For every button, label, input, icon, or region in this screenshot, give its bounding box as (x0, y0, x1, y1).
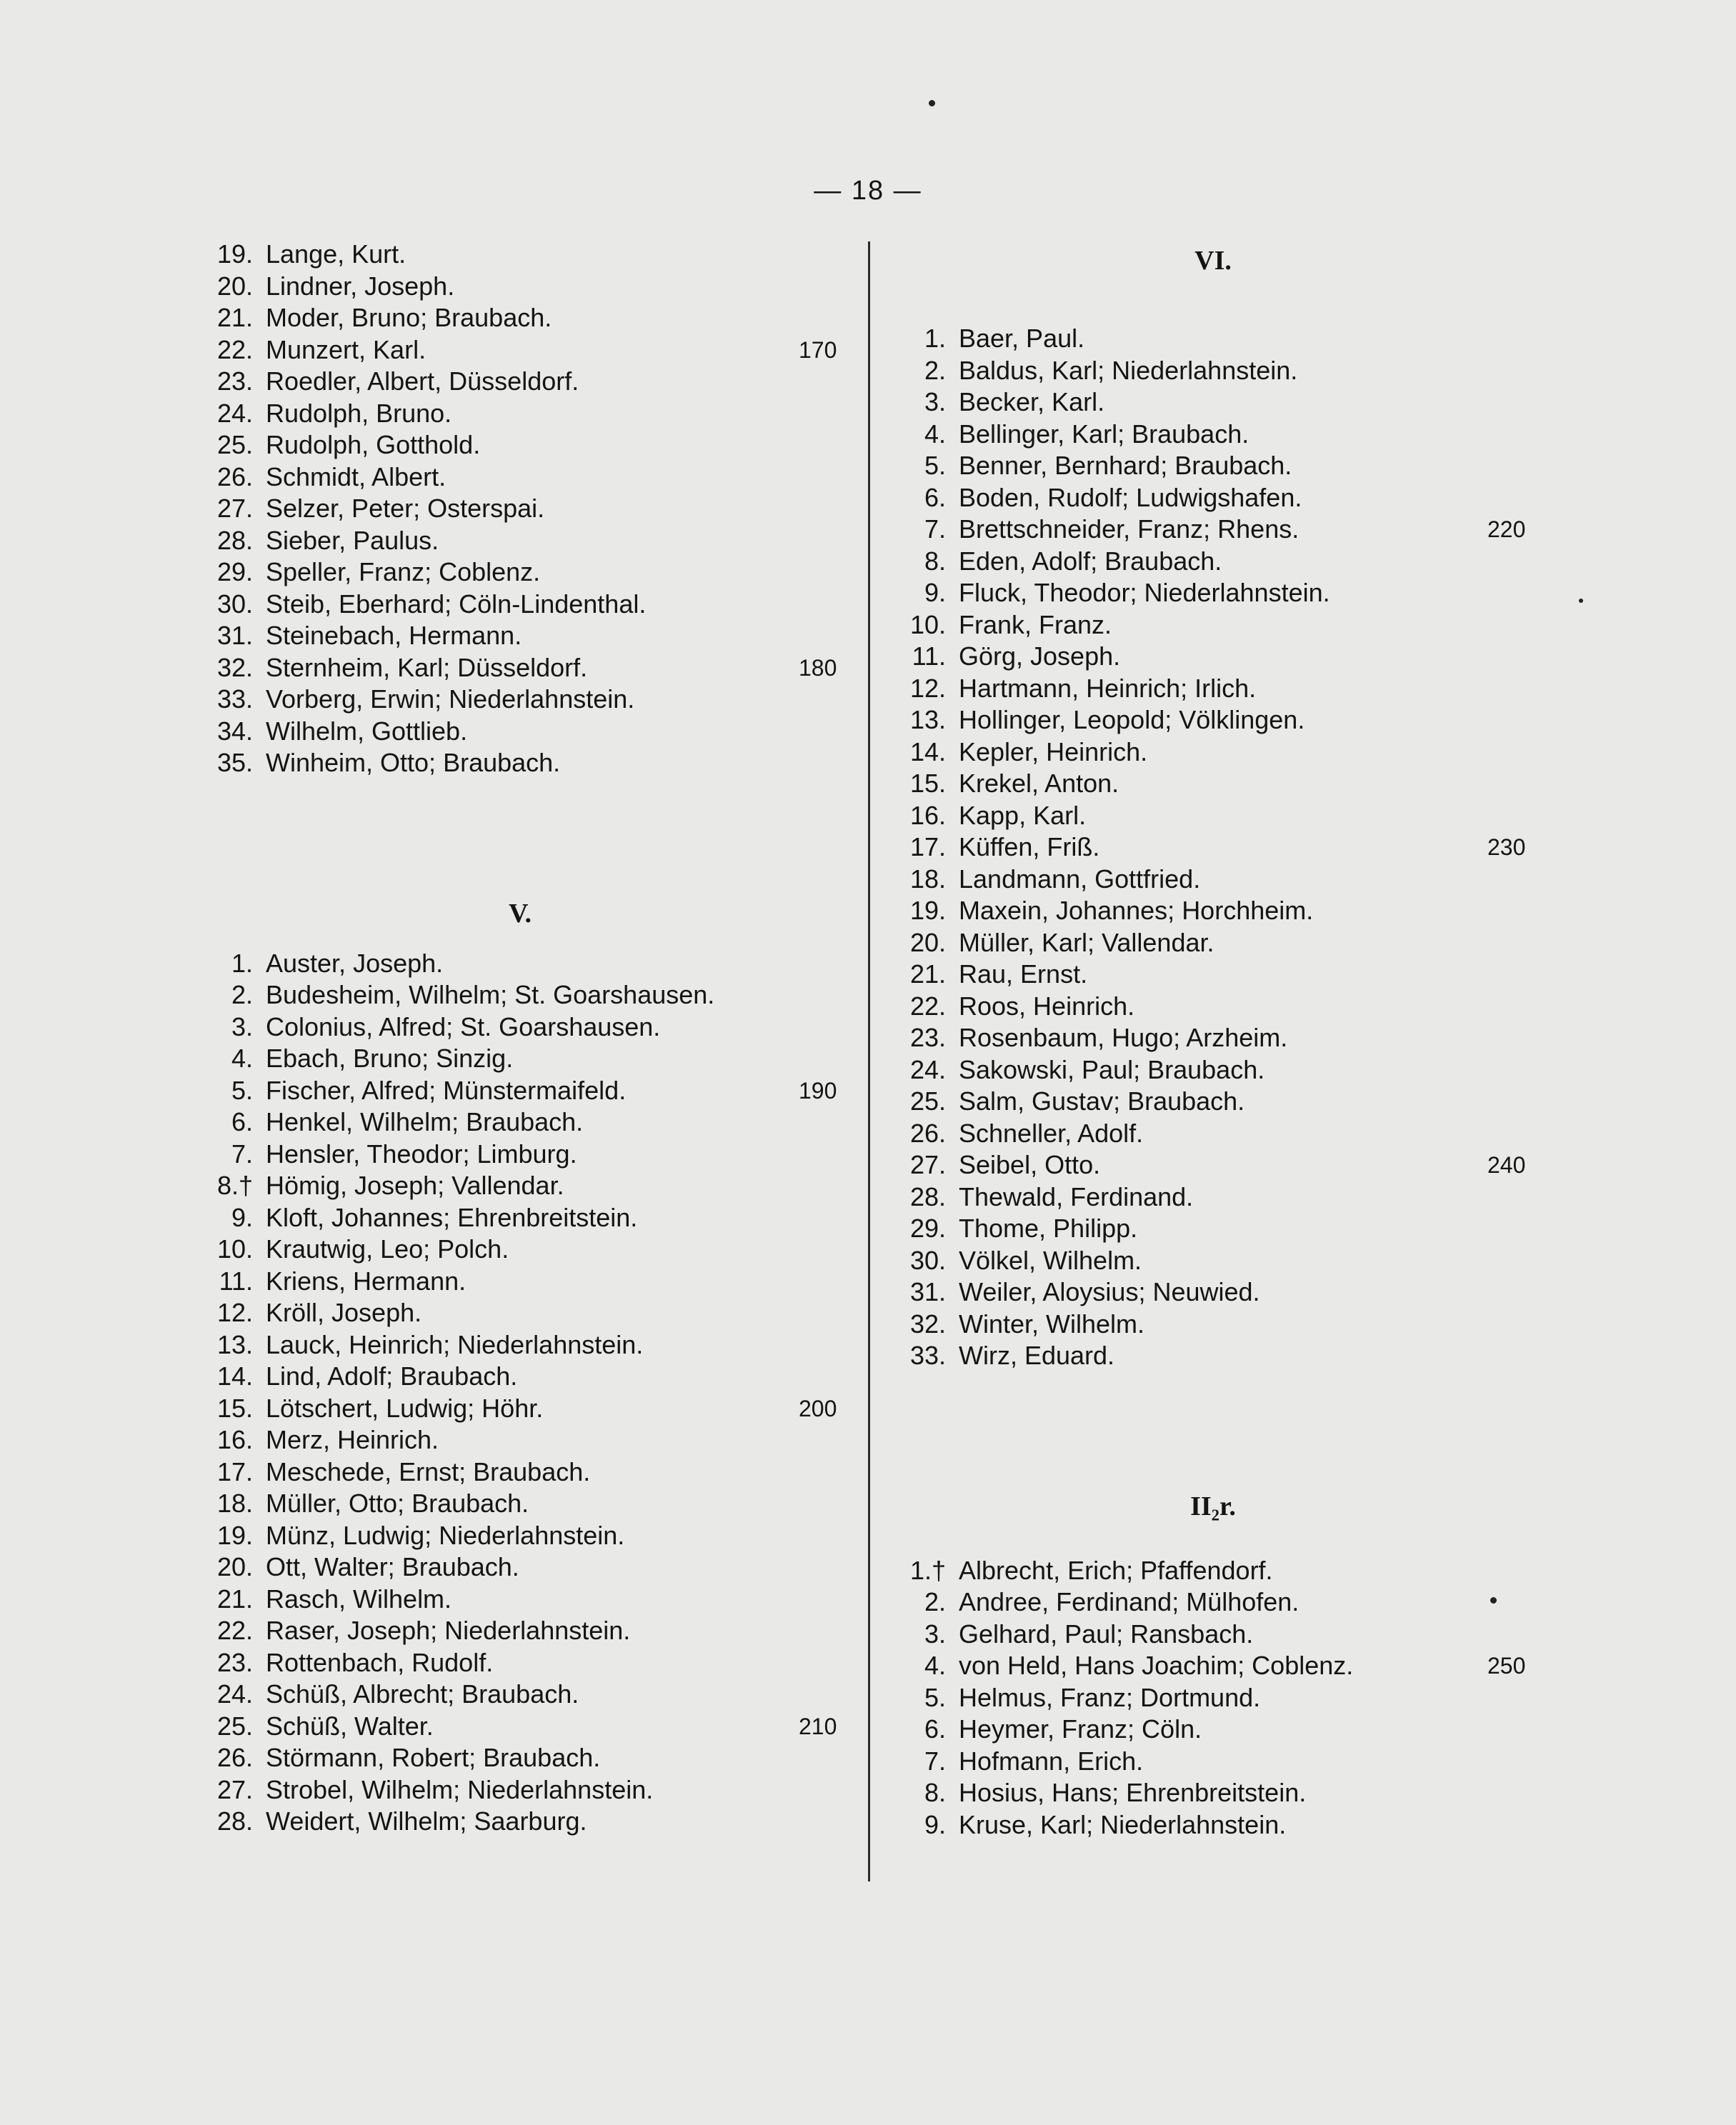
list-entry (899, 1309, 1542, 1341)
entry-number: 21. (909, 959, 946, 989)
list-entry (899, 768, 1542, 800)
list-entry (206, 1106, 849, 1139)
list-entry (206, 1647, 849, 1679)
list-entry (899, 736, 1542, 769)
entry-number: 1.† (909, 1555, 946, 1585)
section-vi-list (899, 323, 1542, 1372)
list-entry (206, 1551, 849, 1584)
list-entry (206, 979, 849, 1011)
list-entry (206, 1202, 849, 1234)
entry-number: 9. (924, 1809, 946, 1839)
list-entry (206, 652, 849, 684)
list-entry (206, 302, 849, 334)
list-entry (899, 831, 1542, 864)
entry-name: Kriens, Hermann. (266, 1266, 467, 1296)
section-v-list (206, 948, 849, 1838)
entry-name: Heymer, Franz; Cöln. (959, 1714, 1202, 1744)
entry-number: 22. (909, 991, 946, 1021)
list-entry (206, 366, 849, 398)
entry-number: 1. (231, 948, 253, 978)
entry-number: 21. (216, 303, 253, 332)
list-entry (206, 1393, 849, 1425)
entry-number: 34. (216, 716, 253, 746)
entry-name: Benner, Bernhard; Braubach. (959, 451, 1292, 480)
section-gap (899, 1372, 1542, 1472)
entry-name: Strobel, Wilhelm; Niederlahnstein. (266, 1774, 654, 1804)
entry-name: Kepler, Heinrich. (959, 736, 1148, 766)
entry-number: 8. (924, 546, 946, 576)
list-entry (899, 1809, 1542, 1841)
entry-name: Küffen, Friß. (959, 832, 1100, 861)
entry-number: 14. (216, 1361, 253, 1391)
print-speck (1579, 599, 1583, 603)
entry-number: 31. (909, 1277, 946, 1306)
entry-name: Rau, Ernst. (959, 959, 1088, 989)
entry-name: Roedler, Albert, Düsseldorf. (266, 366, 579, 396)
entry-name: Sternheim, Karl; Düsseldorf. (266, 652, 588, 682)
entry-name: Hensler, Theodor; Limburg. (266, 1139, 577, 1169)
running-count: 210 (799, 1713, 837, 1739)
entry-number: 22. (216, 1616, 253, 1645)
entry-number: 18. (216, 1489, 253, 1518)
entry-name: Krautwig, Leo; Polch. (266, 1234, 509, 1264)
entry-name: Budesheim, Wilhelm; St. Goarshausen. (266, 980, 715, 1009)
entry-name: Wirz, Eduard. (959, 1341, 1115, 1370)
entry-name: Schneller, Adolf. (959, 1118, 1144, 1148)
entry-name: Landmann, Gottfried. (959, 864, 1201, 894)
entry-number: 19. (216, 1520, 253, 1550)
entry-number: 16. (216, 1425, 253, 1454)
list-entry (206, 271, 849, 303)
print-speck (929, 100, 935, 106)
entry-number: 25. (216, 430, 253, 459)
entry-name: Weidert, Wilhelm; Saarburg. (266, 1806, 587, 1836)
section-gap (206, 779, 849, 879)
entry-name: Weiler, Aloysius; Neuwied. (959, 1277, 1260, 1306)
list-entry (899, 323, 1542, 355)
entry-name: Müller, Karl; Vallendar. (959, 927, 1214, 957)
section-gap (899, 1541, 1542, 1555)
entry-number: 24. (909, 1054, 946, 1084)
entry-name: Lange, Kurt. (266, 239, 406, 269)
list-entry (206, 239, 849, 271)
entry-name: Hömig, Joseph; Vallendar. (266, 1171, 564, 1200)
entry-name: Münz, Ludwig; Niederlahnstein. (266, 1520, 625, 1550)
list-entry (899, 800, 1542, 832)
entry-name: Steib, Eberhard; Cöln-Lindenthal. (266, 589, 647, 619)
entry-number: 32. (909, 1309, 946, 1339)
entry-number: 5. (924, 451, 946, 480)
list-entry (899, 1746, 1542, 1778)
entry-name: Kruse, Karl; Niederlahnstein. (959, 1809, 1287, 1839)
entry-name: Rudolph, Gotthold. (266, 430, 481, 459)
entry-number: 10. (909, 609, 946, 639)
running-count: 230 (1487, 834, 1526, 860)
list-entry (206, 334, 849, 366)
list-entry (899, 546, 1542, 578)
section-iir-list (899, 1555, 1542, 1841)
list-entry (899, 609, 1542, 641)
section-heading-vi: VI. (1194, 246, 1232, 276)
entry-name: Görg, Joseph. (959, 641, 1121, 671)
entry-number: 19. (909, 896, 946, 925)
entry-number: 4. (924, 1651, 946, 1680)
list-entry (899, 1650, 1542, 1682)
list-entry (899, 514, 1542, 546)
list-entry (206, 1297, 849, 1329)
entry-name: Müller, Otto; Braubach. (266, 1489, 529, 1518)
entry-number: 35. (216, 748, 253, 777)
entry-number: 23. (909, 1023, 946, 1052)
list-entry (899, 1619, 1542, 1651)
entry-name: Raser, Joseph; Niederlahnstein. (266, 1616, 631, 1645)
entry-name: Lind, Adolf; Braubach. (266, 1361, 518, 1391)
entry-name: Hollinger, Leopold; Völklingen. (959, 705, 1305, 734)
entry-number: 20. (216, 271, 253, 301)
entry-name: Seibel, Otto. (959, 1150, 1101, 1179)
entry-number: 3. (231, 1011, 253, 1041)
list-entry (206, 620, 849, 652)
entry-number: 26. (216, 1743, 253, 1772)
entry-number: 2. (924, 1587, 946, 1616)
list-entry (206, 461, 849, 494)
entry-name: Merz, Heinrich. (266, 1425, 439, 1454)
list-entry (899, 482, 1542, 514)
running-count: 250 (1487, 1653, 1526, 1679)
list-entry (206, 1170, 849, 1202)
entry-number: 25. (216, 1711, 253, 1741)
entry-name: Salm, Gustav; Braubach. (959, 1086, 1245, 1116)
entry-number: 32. (216, 652, 253, 682)
entry-name: Winheim, Otto; Braubach. (266, 748, 561, 777)
running-count: 240 (1487, 1152, 1526, 1178)
entry-number: 15. (216, 1393, 253, 1423)
continued-list (206, 239, 849, 779)
entry-name: Ebach, Bruno; Sinzig. (266, 1044, 514, 1073)
list-entry (899, 1149, 1542, 1181)
entry-name: Baldus, Karl; Niederlahnstein. (959, 355, 1298, 385)
entry-name: Eden, Adolf; Braubach. (959, 546, 1222, 576)
entry-number: 11. (219, 1266, 253, 1296)
list-entry (206, 1266, 849, 1298)
list-entry (899, 927, 1542, 959)
entry-number: 3. (924, 1619, 946, 1649)
list-entry (899, 386, 1542, 419)
list-entry (899, 1777, 1542, 1809)
entry-number: 15. (909, 769, 946, 798)
entry-name: Sieber, Paulus. (266, 525, 439, 555)
entry-number: 23. (216, 1647, 253, 1677)
entry-name: Rottenbach, Rudolf. (266, 1647, 494, 1677)
list-entry (206, 1774, 849, 1806)
entry-name: Selzer, Peter; Osterspai. (266, 494, 545, 523)
entry-number: 27. (216, 494, 253, 523)
entry-name: Albrecht, Erich; Pfaffendorf. (959, 1555, 1273, 1585)
list-entry (899, 1022, 1542, 1054)
right-column (899, 239, 1542, 1841)
entry-name: Colonius, Alfred; St. Goarshausen. (266, 1011, 661, 1041)
list-entry (899, 1086, 1542, 1118)
entry-number: 12. (909, 673, 946, 703)
list-entry (899, 1555, 1542, 1587)
entry-name: von Held, Hans Joachim; Coblenz. (959, 1651, 1354, 1680)
list-entry (206, 1520, 849, 1552)
entry-number: 12. (216, 1298, 253, 1327)
entry-name: Thome, Philipp. (959, 1214, 1138, 1243)
entry-name: Rasch, Wilhelm. (266, 1584, 452, 1614)
entry-name: Auster, Joseph. (266, 948, 444, 978)
column-divider (868, 241, 870, 1881)
entry-name: Kröll, Joseph. (266, 1298, 422, 1327)
entry-name: Rudolph, Bruno. (266, 398, 452, 428)
entry-number: 7. (231, 1139, 253, 1169)
entry-number: 25. (909, 1086, 946, 1116)
list-entry (899, 1276, 1542, 1309)
entry-number: 7. (924, 1746, 946, 1776)
list-entry (899, 991, 1542, 1023)
list-entry (899, 419, 1542, 451)
left-column (206, 239, 849, 1838)
entry-name: Munzert, Karl. (266, 334, 426, 364)
list-entry (206, 1139, 849, 1171)
entry-name: Schüß, Albrecht; Braubach. (266, 1679, 579, 1709)
entry-name: Moder, Bruno; Braubach. (266, 303, 552, 332)
entry-number: 30. (216, 589, 253, 619)
list-entry (206, 1361, 849, 1393)
list-entry (206, 1711, 849, 1743)
entry-number: 5. (924, 1682, 946, 1712)
list-entry (206, 398, 849, 430)
list-entry (206, 1329, 849, 1361)
print-speck (1490, 1597, 1497, 1604)
section-gap (899, 283, 1542, 323)
list-entry (206, 589, 849, 621)
list-entry (206, 1234, 849, 1266)
entry-name: Brettschneider, Franz; Rhens. (959, 514, 1299, 544)
list-entry (206, 1806, 849, 1838)
entry-number: 19. (216, 239, 253, 269)
entry-number: 31. (216, 621, 253, 650)
entry-name: Ott, Walter; Braubach. (266, 1552, 519, 1581)
entry-number: 1. (924, 324, 946, 353)
section-heading-iir: II₂r. (1190, 1491, 1236, 1521)
entry-number: 13. (909, 705, 946, 734)
list-entry (899, 895, 1542, 927)
entry-name: Andree, Ferdinand; Mülhofen. (959, 1587, 1299, 1616)
list-entry (206, 1584, 849, 1616)
entry-number: 26. (216, 461, 253, 491)
entry-name: Vorberg, Erwin; Niederlahnstein. (266, 684, 635, 714)
entry-name: Hofmann, Erich. (959, 1746, 1144, 1776)
entry-name: Sakowski, Paul; Braubach. (959, 1054, 1265, 1084)
page-number: — 18 — (814, 176, 922, 206)
list-entry (899, 577, 1542, 609)
entry-name: Hosius, Hans; Ehrenbreitstein. (959, 1778, 1307, 1807)
entry-name: Störmann, Robert; Braubach. (266, 1743, 601, 1772)
entry-number: 27. (909, 1150, 946, 1179)
entry-number: 6. (924, 482, 946, 512)
entry-number: 17. (216, 1456, 253, 1486)
entry-number: 6. (924, 1714, 946, 1744)
running-count: 170 (799, 336, 837, 363)
entry-number: 20. (216, 1552, 253, 1581)
list-entry (899, 1213, 1542, 1245)
list-entry (899, 959, 1542, 991)
entry-number: 2. (231, 980, 253, 1009)
entry-name: Wilhelm, Gottlieb. (266, 716, 468, 746)
entry-name: Lauck, Heinrich; Niederlahnstein. (266, 1329, 644, 1359)
list-entry (899, 641, 1542, 673)
entry-name: Roos, Heinrich. (959, 991, 1135, 1021)
entry-number: 28. (216, 525, 253, 555)
entry-number: 4. (924, 419, 946, 449)
list-entry (899, 1340, 1542, 1372)
list-entry (206, 747, 849, 779)
entry-number: 4. (231, 1044, 253, 1073)
entry-name: Boden, Rudolf; Ludwigshafen. (959, 482, 1302, 512)
entry-name: Bellinger, Karl; Braubach. (959, 419, 1249, 449)
list-entry (899, 864, 1542, 896)
entry-number: 18. (909, 864, 946, 894)
entry-number: 9. (924, 578, 946, 607)
entry-name: Lötschert, Ludwig; Höhr. (266, 1393, 544, 1423)
entry-number: 21. (216, 1584, 253, 1614)
entry-number: 8. (924, 1778, 946, 1807)
list-entry (899, 1714, 1542, 1746)
list-entry (206, 1075, 849, 1107)
running-count: 220 (1487, 516, 1526, 542)
entry-number: 29. (216, 557, 253, 586)
entry-name: Fluck, Theodor; Niederlahnstein. (959, 578, 1330, 607)
entry-number: 24. (216, 1679, 253, 1709)
list-entry (899, 704, 1542, 736)
list-entry (206, 1011, 849, 1044)
list-entry (899, 450, 1542, 482)
entry-name: Schüß, Walter. (266, 1711, 434, 1741)
list-entry (899, 1586, 1542, 1619)
entry-number: 26. (909, 1118, 946, 1148)
entry-number: 13. (216, 1329, 253, 1359)
entry-name: Kapp, Karl. (959, 800, 1087, 830)
entry-number: 6. (231, 1107, 253, 1136)
running-count: 190 (799, 1077, 837, 1104)
entry-number: 10. (216, 1234, 253, 1264)
entry-number: 7. (924, 514, 946, 544)
entry-name: Völkel, Wilhelm. (959, 1245, 1142, 1275)
section-heading-v: V. (508, 898, 532, 929)
list-entry (206, 1488, 849, 1520)
entry-name: Winter, Wilhelm. (959, 1309, 1145, 1339)
running-count: 180 (799, 654, 837, 681)
list-entry (899, 355, 1542, 387)
entry-name: Lindner, Joseph. (266, 271, 455, 301)
list-entry (206, 1043, 849, 1075)
list-entry (206, 1456, 849, 1489)
entry-number: 33. (216, 684, 253, 714)
list-entry (206, 429, 849, 461)
entry-number: 28. (909, 1181, 946, 1211)
entry-name: Kloft, Johannes; Ehrenbreitstein. (266, 1202, 638, 1232)
entry-number: 33. (909, 1341, 946, 1370)
list-entry (899, 673, 1542, 705)
entry-number: 3. (924, 387, 946, 416)
entry-name: Schmidt, Albert. (266, 461, 447, 491)
entry-number: 2. (924, 355, 946, 385)
entry-name: Baer, Paul. (959, 324, 1085, 353)
entry-name: Krekel, Anton. (959, 769, 1119, 798)
list-entry (206, 1424, 849, 1456)
list-entry (206, 948, 849, 980)
entry-name: Hartmann, Heinrich; Irlich. (959, 673, 1257, 703)
entry-number: 11. (912, 641, 946, 671)
entry-name: Maxein, Johannes; Horchheim. (959, 896, 1314, 925)
entry-name: Rosenbaum, Hugo; Arzheim. (959, 1023, 1288, 1052)
list-entry (206, 1742, 849, 1774)
list-entry (206, 493, 849, 525)
entry-number: 27. (216, 1774, 253, 1804)
entry-number: 30. (909, 1245, 946, 1275)
entry-name: Steinebach, Hermann. (266, 621, 522, 650)
entry-number: 8.† (216, 1171, 253, 1200)
entry-name: Thewald, Ferdinand. (959, 1181, 1194, 1211)
entry-name: Speller, Franz; Coblenz. (266, 557, 541, 586)
entry-number: 28. (216, 1806, 253, 1836)
entry-name: Frank, Franz. (959, 609, 1112, 639)
entry-number: 20. (909, 927, 946, 957)
entry-name: Becker, Karl. (959, 387, 1105, 416)
entry-number: 9. (231, 1202, 253, 1232)
list-entry (899, 1245, 1542, 1277)
entry-number: 5. (231, 1075, 253, 1105)
entry-number: 16. (909, 800, 946, 830)
list-entry (899, 1682, 1542, 1714)
list-entry (206, 684, 849, 716)
entry-number: 17. (909, 832, 946, 861)
list-entry (899, 1118, 1542, 1150)
list-entry (899, 1054, 1542, 1086)
list-entry (899, 1181, 1542, 1214)
list-entry (206, 556, 849, 589)
entry-number: 14. (909, 736, 946, 766)
entry-name: Helmus, Franz; Dortmund. (959, 1682, 1261, 1712)
entry-number: 23. (216, 366, 253, 396)
entry-number: 24. (216, 398, 253, 428)
entry-name: Henkel, Wilhelm; Braubach. (266, 1107, 584, 1136)
running-count: 200 (799, 1395, 837, 1421)
entry-name: Gelhard, Paul; Ransbach. (959, 1619, 1254, 1649)
entry-number: 22. (216, 334, 253, 364)
list-entry (206, 525, 849, 557)
list-entry (206, 716, 849, 748)
entry-name: Fischer, Alfred; Münstermaifeld. (266, 1075, 627, 1105)
entry-number: 29. (909, 1214, 946, 1243)
list-entry (206, 1679, 849, 1711)
list-entry (206, 1615, 849, 1647)
entry-name: Meschede, Ernst; Braubach. (266, 1456, 591, 1486)
